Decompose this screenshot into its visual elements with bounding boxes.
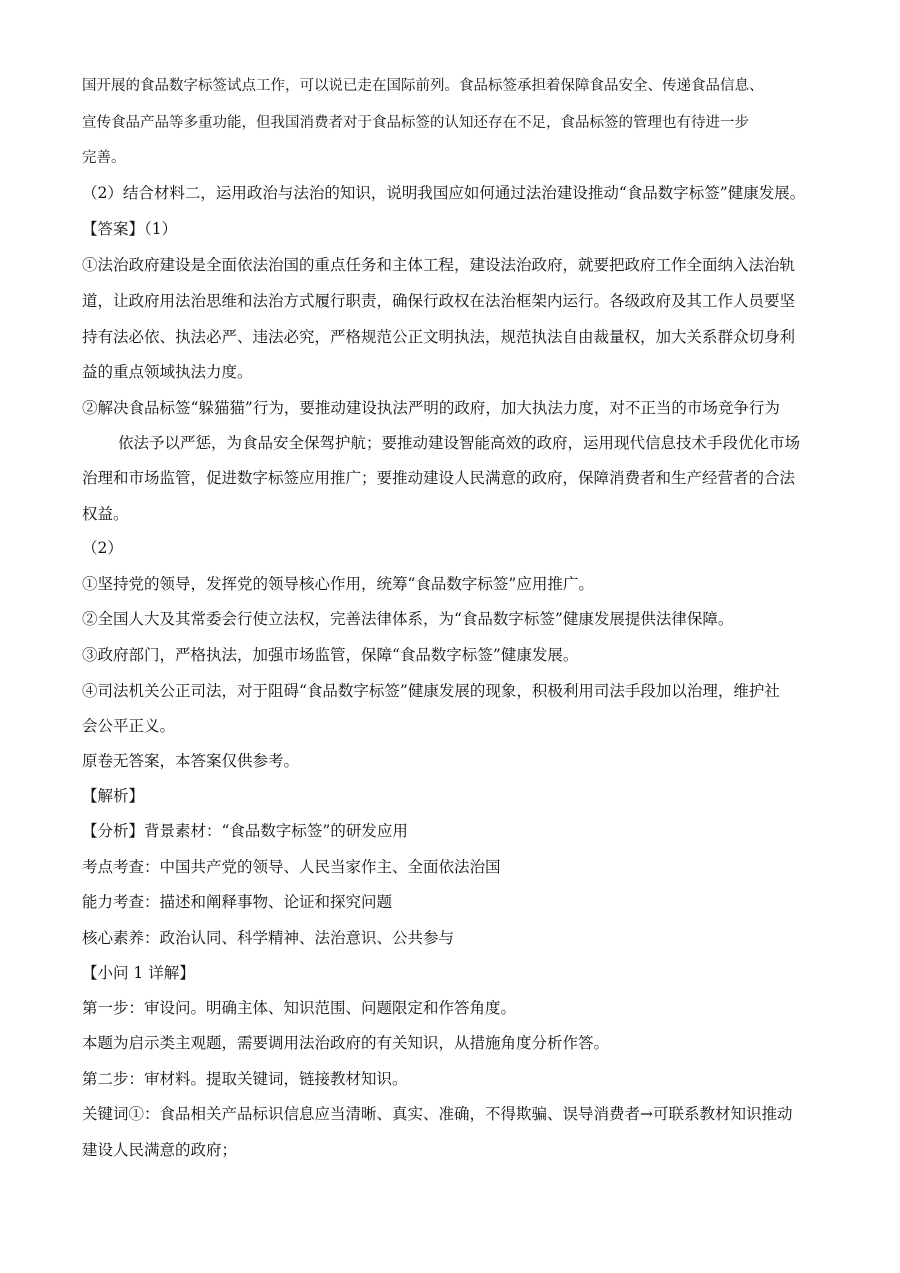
analysis-line: 核心素养：政治认同、科学精神、法治意识、公共参与 [82, 929, 455, 947]
subquestion-heading: 【小问 1 详解】 [82, 964, 195, 982]
explanation-line: 建设人民满意的政府； [82, 1141, 238, 1159]
question-line: （2）结合材料二，运用政治与法治的知识，说明我国应如何通过法治建设推动“食品数字标签”健康发展。 [82, 184, 806, 202]
answer-line: 权益。 [82, 505, 129, 523]
answer-line: 依法予以严惩，为食品安全保驾护航；要推动建设智能高效的政府，运用现代信息技术手段优化市场 [118, 434, 801, 452]
answer-line: ①法治政府建设是全面依法治国的重点任务和主体工程，建设法治政府，就要把政府工作全面纳入法治轨 [82, 256, 796, 274]
answer-heading: 【答案】（1） [82, 220, 178, 238]
answer-line: 治理和市场监管，促进数字标签应用推广；要推动建设人民满意的政府，保障消费者和生产经营者的合法 [82, 469, 796, 487]
analysis-line: 考点考查：中国共产党的领导、人民当家作主、全面依法治国 [82, 858, 501, 876]
answer-heading: （2） [82, 539, 123, 557]
answer-line: ③政府部门，严格执法，加强市场监管，保障“食品数字标签”健康发展。 [82, 646, 579, 664]
explanation-line: 本题为启示类主观题，需要调用法治政府的有关知识，从措施角度分析作答。 [82, 1034, 610, 1052]
paragraph-line: 国开展的食品数字标签试点工作，可以说已走在国际前列。食品标签承担着保障食品安全、传递食品信息、 [82, 78, 764, 94]
answer-line: 持有法必依、执法必严、违法必究，严格规范公正文明执法，规范执法自由裁量权，加大关系群众切身利 [82, 328, 796, 346]
paragraph-line: 宣传食品产品等多重功能，但我国消费者对于食品标签的认知还存在不足，食品标签的管理也有待进一步 [82, 115, 749, 131]
paragraph-line: 完善。 [82, 150, 126, 166]
answer-line: ②全国人大及其常委会行使立法权，完善法律体系，为“食品数字标签”健康发展提供法律保障。 [82, 610, 734, 628]
explanation-line: 第二步：审材料。提取关键词，链接教材知识。 [82, 1070, 408, 1088]
answer-line: 道，让政府用法治思维和法治方式履行职责，确保行政权在法治框架内运行。各级政府及其工作人员要坚 [82, 292, 796, 310]
answer-line: ①坚持党的领导，发挥党的领导核心作用，统筹“食品数字标签”应用推广。 [82, 575, 594, 593]
analysis-line: 能力考查：描述和阐释事物、论证和探究问题 [82, 893, 393, 911]
analysis-line: 【分析】背景素材：“食品数字标签”的研发应用 [82, 822, 408, 840]
answer-line: 益的重点领域执法力度。 [82, 363, 253, 381]
analysis-heading: 【解析】 [82, 787, 145, 805]
explanation-line: 第一步：审设问。明确主体、知识范围、问题限定和作答角度。 [82, 999, 517, 1017]
answer-line: 会公平正义。 [82, 717, 176, 735]
explanation-line: 关键词①：食品相关产品标识信息应当清晰、真实、准确，不得欺骗、误导消费者→可联系教材知识推动 [82, 1105, 793, 1123]
answer-line: ②解决食品标签“躲猫猫”行为，要推动建设执法严明的政府，加大执法力度，对不正当的市场竞争行为 [82, 399, 780, 417]
note-line: 原卷无答案，本答案仅供参考。 [82, 752, 300, 770]
answer-line: ④司法机关公正司法，对于阻碍“食品数字标签”健康发展的现象，积极利用司法手段加以治理，维护社 [82, 682, 780, 700]
